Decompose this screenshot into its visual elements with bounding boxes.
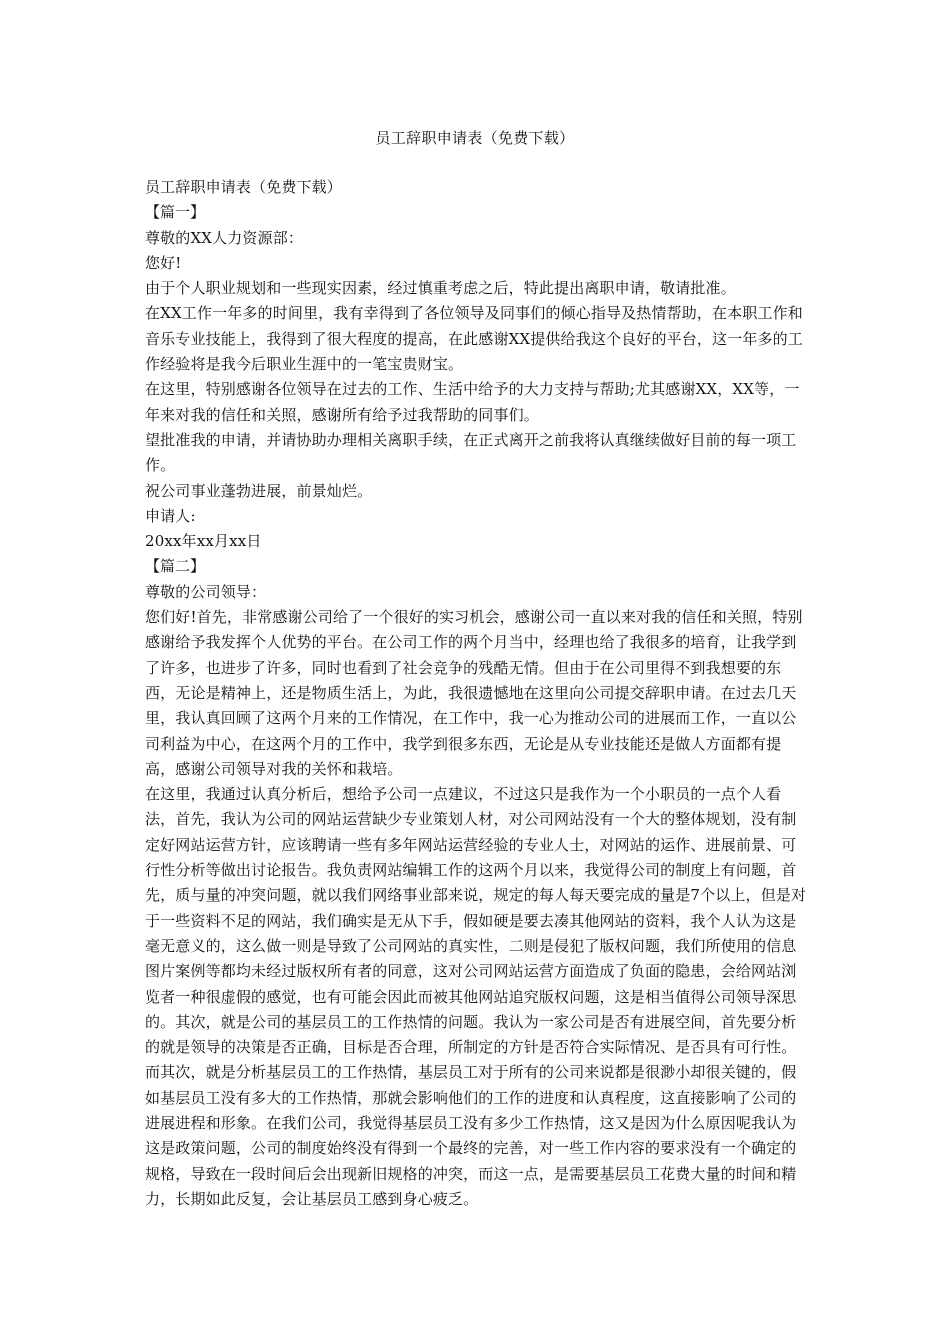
paragraph-experience: 在XX工作一年多的时间里，我有幸得到了各位领导及同事们的倾心指导及热情帮助，在本职工作和音乐专业技能上，我得到了很大程度的提高，在此感谢XX提供给我这个良好的平台，这一年多的工作经验将是我今后职业生涯中的一笔宝贵财宝。 [145,304,803,374]
subtitle-line: 员工辞职申请表（免费下载） [145,178,342,196]
salutation-hr: 尊敬的XX人力资源部： [145,228,304,247]
paragraph-thanks: 在这里，特别感谢各位领导在过去的工作、生活中给予的大力支持与帮助;尤其感谢XX，XX等，一年来对我的信任和关照，感谢所有给予过我帮助的同事们。 [145,380,800,424]
paragraph-reason: 由于个人职业规划和一些现实因素，经过慎重考虑之后，特此提出离职申请，敬请批准。 [145,279,736,298]
section-heading-part-two: 【篇二】 [145,557,206,576]
section-heading-part-one: 【篇一】 [145,203,206,222]
document-body [145,175,811,1212]
applicant-label: 申请人: [145,506,196,525]
paragraph-wishes: 祝公司事业蓬勃进展，前景灿烂。 [145,481,373,500]
date-line: 20xx年xx月xx日 [145,532,262,551]
document-title: 员工辞职申请表（免费下载） [375,129,575,147]
salutation-leaders: 尊敬的公司领导： [145,582,267,601]
paragraph-gratitude: 您们好!首先，非常感谢公司给了一个很好的实习机会，感谢公司一直以来对我的信任和关照，特别感谢给予我发挥个人优势的平台。在公司工作的两个月当中，经理也给了我很多的培育，让我学到了许多，也进步了许多，同时也看到了社会竞争的残酷无情。但由于在公司里得不到我想要的东西，无论是精神上，还是物质生活上，为此，我很遗憾地在这里向公司提交辞职申请。在过去几天里，我认真回顾了这两个月来的工作情况，在工作中，我一心为推动公司的进展而工作，一直以公司利益为中心，在这两个月的工作中，我学到很多东西，无论是从专业技能还是做人方面都有提高，感谢公司领导对我的关怀和栽培。 [145,608,803,778]
paragraph-request: 望批准我的申请，并请协助办理相关离职手续，在正式离开之前我将认真继续做好目前的每一项工作。 [145,430,797,475]
greeting: 您好! [145,253,182,272]
paragraph-suggestions: 在这里，我通过认真分析后，想给予公司一点建议，不过这只是我作为一个小职员的一点个人看法，首先，我认为公司的网站运营缺少专业策划人材，对公司网站没有一个大的整体规划，没有制定好网站运营方针，应该聘请一些有多年网站运营经验的专业人士，对网站的运作、进展前景、可行性分析等做出讨论报告。我负责网站编辑工作的这两个月以来，我觉得公司的制度上有问题，首先，质与量的冲突问题，就以我们网络事业部来说，规定的每人每天要完成的量是7个以上，但是对于一些资料不足的网站，我们确实是无从下手，假如硬是要去凑其他网站的资料，我个人认为这是毫无意义的，这么做一则是导致了公司网站的真实性，二则是侵犯了版权问题，我们所使用的信息图片案例等都均未经过版权所有者的同意，这对公司网站运营方面造成了负面的隐患，会给网站浏览者一种很虚假的感觉，也有可能会因此而被其他网站追究版权问题，这是相当值得公司领导深思的。其次，就是公司的基层员工的工作热情的问题。我认为一家公司是否有进展空间，首先要分析的就是领导的决策是否正确，目标是否合理，所制定的方针是否符合实际情况、是否具有可行性。而其次，就是分析基层员工的工作热情，基层员工对于所有的公司来说都是很渺小却很关键的，假如基层员工没有多大的工作热情，那就会影响他们的工作的进度和认真程度，这直接影响了公司的进展进程和形象。在我们公司，我觉得基层员工没有多少工作热情，这又是因为什么原因呢我认为这是政策问题，公司的制度始终没有得到一个最终的完善，对一些工作内容的要求没有一个确定的规格，导致在一段时间后会出现新旧规格的冲突，而这一点，是需要基层员工花费大量的时间和精力，长期如此反复，会让基层员工感到身心疲乏。 [145,785,807,1208]
